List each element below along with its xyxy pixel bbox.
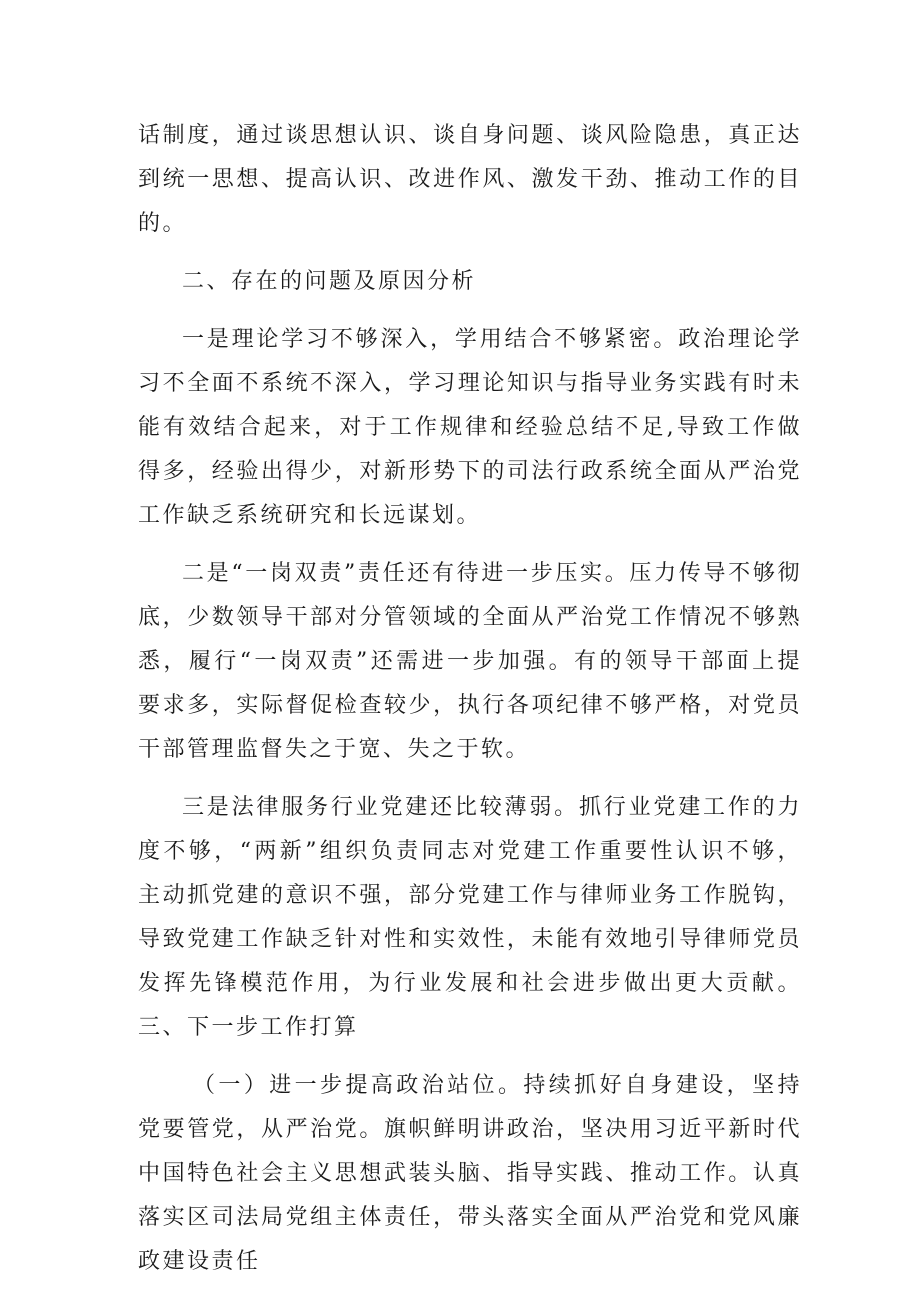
paragraph-legal-services: 三是法律服务行业党建还比较薄弱。抓行业党建工作的力度不够，“两新”组织负责同志对党建工作重要性认识不够，主动抓党建的意识不强，部分党建工作与律师业务工作脱钩，导致党建工作缺乏针对性和实效性，未能有效地引导律师党员发挥先锋模范作用，为行业发展和社会进步做出更大贡献。三、下一步工作打算 xyxy=(138,795,802,1040)
paragraph-theory-study: 一是理论学习不够深入，学用结合不够紧密。政治理论学习不全面不系统不深入，学习理论知识与指导业务实践有时未能有效结合起来，对于工作规律和经验总结不足,导致工作做得多，经验出得少，对新形势下的司法行政系统全面从严治党工作缺乏系统研究和长远谋划。 xyxy=(138,327,802,528)
section-heading-problems: 二、存在的问题及原因分析 xyxy=(182,269,477,294)
document-body xyxy=(138,114,802,1284)
paragraph-responsibility: 二是“一岗双责”责任还有待进一步压实。压力传导不够彻底，少数领导干部对分管领域的全面从严治党工作情况不够熟悉，履行“一岗双责”还需进一步加强。有的领导干部面上提要求多，实际督促检查较少，执行各项纪律不够严格，对党员干部管理监督失之于宽、失之于软。 xyxy=(138,561,802,762)
paragraph-continuation: 话制度，通过谈思想认识、谈自身问题、谈风险隐患，真正达到统一思想、提高认识、改进作风、激发干劲、推动工作的目的。 xyxy=(138,123,802,236)
paragraph-political-stance: （一）进一步提高政治站位。持续抓好自身建设，坚持党要管党，从严治党。旗帜鲜明讲政治，坚决用习近平新时代中国特色社会主义思想武装头脑、指导实践、推动工作。认真落实区司法局党组主体责任，带头落实全面从严治党和党风廉政建设责任 xyxy=(138,1073,802,1274)
